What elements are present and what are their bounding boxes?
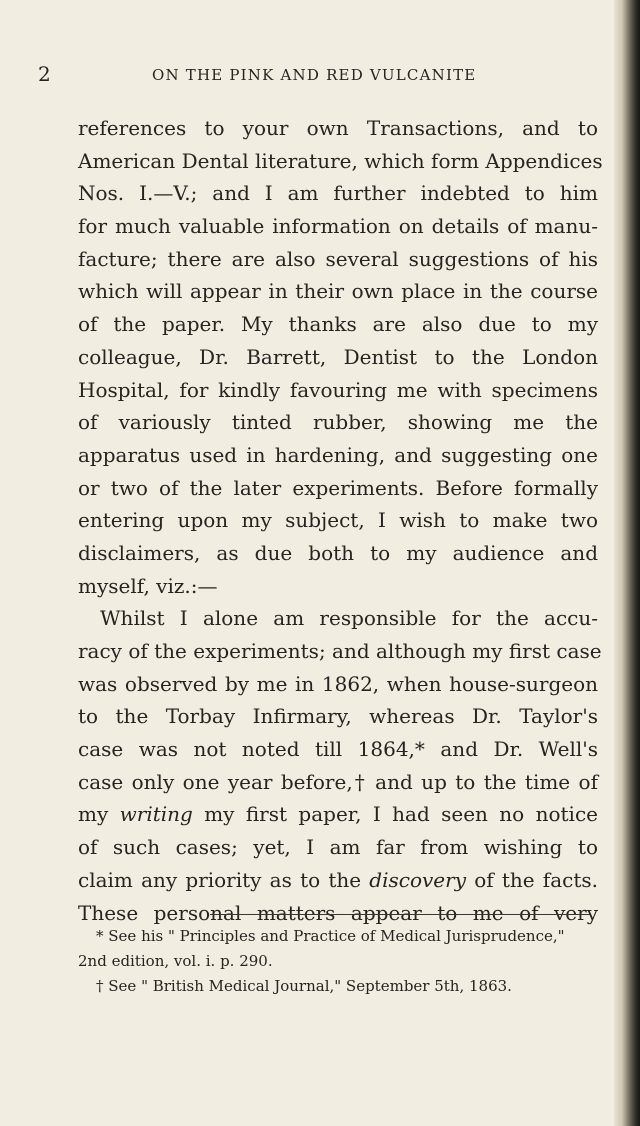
text-line: racy of the experiments; and although my first case (78, 639, 602, 663)
text-line: colleague, Dr. Barrett, Dentist to the London (78, 344, 598, 369)
text-line: apparatus used in hardening, and suggesting one (78, 442, 598, 467)
text-line: which will appear in their own place in the course (78, 279, 598, 304)
footnote-continuation: 2nd edition, vol. i. p. 290. (78, 952, 273, 970)
footnote-rule (210, 914, 590, 915)
text-line: These personal matters appear to me of very (78, 900, 598, 925)
footnotes (78, 924, 598, 999)
text-line: for much valuable information on details of manu- (78, 214, 598, 239)
text-line: case was not noted till 1864,* and Dr. Well's (78, 737, 598, 762)
text-line: was observed by me in 1862, when house-surgeon (78, 671, 598, 696)
text-line: references to your own Transactions, and to (78, 116, 598, 140)
text-line: facture; there are also several suggestions of his (78, 246, 598, 271)
text-line: disclaimers, as due both to my audience and (78, 540, 598, 565)
page-header (0, 62, 640, 88)
text-line: my writing my first paper, I had seen no notice (78, 802, 598, 827)
text-line: of such cases; yet, I am far from wishing to (78, 835, 598, 860)
page-number: 2 (38, 62, 51, 86)
text-line: claim any priority as to the discovery of the facts. (78, 867, 598, 892)
text-line: of the paper. My thanks are also due to my (78, 312, 598, 337)
footnote: * See his " Principles and Practice of Medical Jurisprudence," (96, 927, 565, 945)
page-edge-shadow (614, 0, 640, 1126)
running-head: ON THE PINK AND RED VULCANITE (152, 66, 477, 84)
footnote: † See " British Medical Journal," September 5th, 1863. (96, 977, 512, 995)
text-line: Whilst I alone am responsible for the accu- (100, 606, 598, 631)
text-line: Nos. I.—V.; and I am further indebted to him (78, 181, 598, 206)
text-line: to the Torbay Infirmary, whereas Dr. Taylor's (78, 704, 598, 729)
text-line: American Dental literature, which form Appendices (78, 148, 603, 173)
text-line: case only one year before,† and up to the time of (78, 769, 598, 794)
text-line: Hospital, for kindly favouring me with specimens (78, 377, 598, 402)
body-text (78, 112, 603, 929)
text-line: or two of the later experiments. Before formally (78, 475, 598, 500)
text-line: of variously tinted rubber, showing me the (78, 410, 598, 435)
text-line: entering upon my subject, I wish to make two (78, 508, 598, 533)
text-line: myself, viz.:— (78, 573, 218, 598)
